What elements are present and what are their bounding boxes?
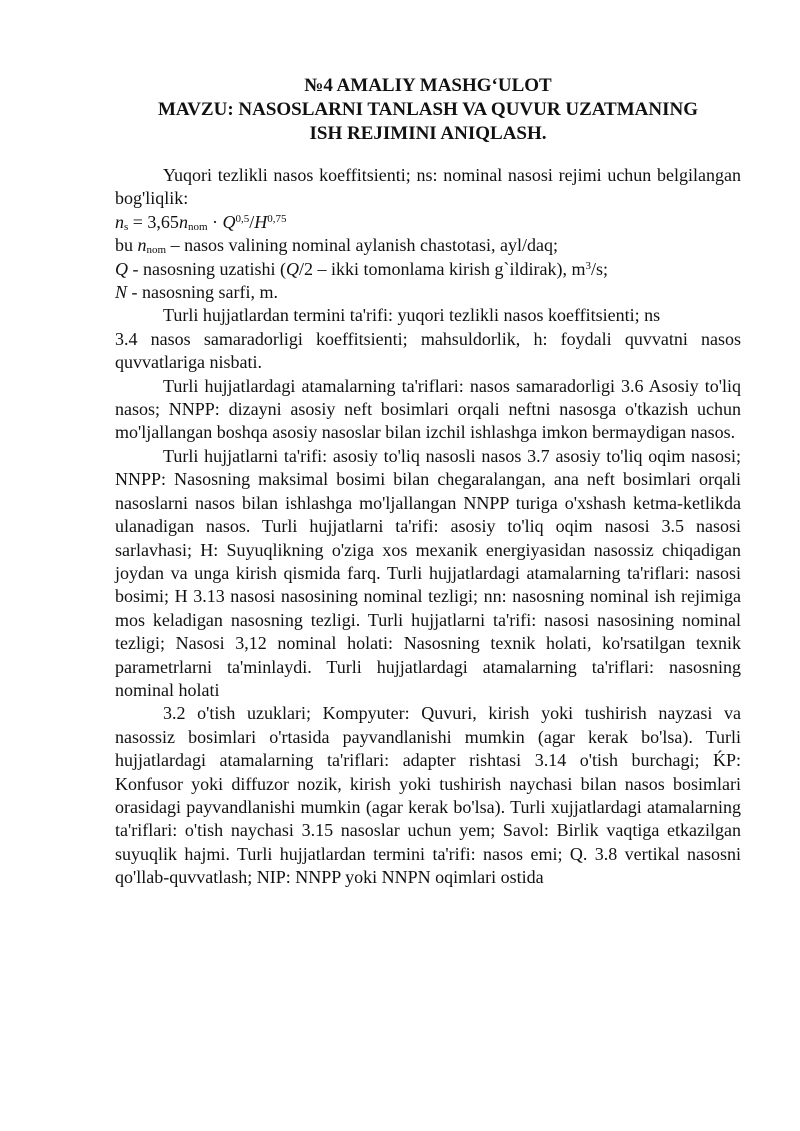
definition-q-var: Q bbox=[115, 258, 128, 279]
paragraph-4: Turli hujjatlardagi atamalarning ta'riflari: nasos samaradorligi 3.6 Asosiy to'liq nasos; NNPP: dizayni asosiy neft bosimlari orqali neftni nasosga o'tkazish uchun mo'ljallangan boshqa asosiy nasoslar bilan izchil ishlashga imkon bermaydigan nasos. bbox=[115, 375, 741, 443]
formula-line bbox=[115, 211, 741, 234]
definition-n-text: - nasosning sarfi, m. bbox=[127, 282, 278, 303]
definition-n bbox=[115, 281, 741, 304]
definition-nnom bbox=[115, 234, 741, 257]
definition-q bbox=[115, 258, 741, 281]
paragraph-6: 3.2 o'tish uzuklari; Kompyuter: Quvuri, kirish yoki tushirish nayzasi va nasossiz bosimlari o'rtasida payvandlanishi mumkin (agar kerak bo'lsa). Turli hujjatlardagi atamalarning ta'riflari: adapter rishtasi 3.14 o'tish burchagi; ḰP: Konfusor yoki diffuzor nozik, kirish yoki tushirish naychasi bilan nasos bosimlari orasidagi payvandlanishi mumkin (agar kerak bo'lsa). Turli xujjatlardagi atamalarning ta'riflari: o'tish naychasi 3.15 nasoslar uchun yem; Savol: Birlik vaqtiga etkazilgan suyuqlik hajmi. Turli hujjatlardan termini ta'rifi: nasos emi; Q. 3.8 vertikal nasosni qo'llab-quvvatlash; NIP: NNPP yoki NNPN oqimlari ostida bbox=[115, 703, 741, 888]
title-line-2: MAVZU: NASOSLARNI TANLASH VA QUVUR UZATMANING bbox=[158, 99, 698, 120]
definition-n-var: N bbox=[115, 282, 128, 303]
definition-q-text-3: /s; bbox=[590, 258, 608, 279]
paragraph-3: 3.4 nasos samaradorligi koeffitsienti; mahsuldorlik, h: foydali quvvatni nasos quvvatlariga nisbati. bbox=[115, 328, 741, 373]
formula-ns-sub: s bbox=[124, 220, 129, 233]
formula-h-exp: 0,75 bbox=[267, 212, 287, 225]
title-line-1: №4 AMALIY MASHG‘ULOT bbox=[304, 75, 552, 96]
formula-ns-var: n bbox=[115, 211, 124, 232]
page-title bbox=[115, 74, 741, 146]
definition-q-text-2: /2 – ikki tomonlama kirish g`ildirak), m bbox=[298, 258, 586, 279]
definition-q-exp: 3 bbox=[585, 259, 591, 272]
formula-equals: = 3,65 bbox=[128, 211, 179, 232]
definition-nnom-sub: nom bbox=[146, 244, 167, 257]
definition-nnom-var: n bbox=[137, 235, 147, 256]
formula-q-exp: 0,5 bbox=[235, 212, 250, 225]
definition-q-var-2: Q bbox=[285, 258, 299, 279]
paragraph-intro: Yuqori tezlikli nasos koeffitsienti; ns: nominal nasosi rejimi uchun belgilangan bog'liqlik: bbox=[115, 165, 741, 209]
formula-slash: / bbox=[249, 211, 255, 232]
formula-q-var: Q bbox=[222, 211, 236, 232]
formula-h-var: H bbox=[254, 211, 268, 232]
title-line-3: ISH REJIMINI ANIQLASH. bbox=[309, 123, 547, 144]
definition-q-text-1: - nasosning uzatishi ( bbox=[128, 258, 286, 279]
formula-nnom-var: n bbox=[178, 211, 188, 232]
paragraph-5: Turli hujjatlarni ta'rifi: asosiy to'liq nasosli nasos 3.7 asosiy to'liq oqim nasosi; NNPP: Nasosning maksimal bosimi bilan chegaralangan, ana neft bosimlari orqali nasoslarni nasos bilan ishlashga mo'ljallangan NNPP turiga o'xshash ketma-ketlikda ulanadigan nasos. Turli hujjatlarni ta'rifi: asosiy to'liq oqim nasosi 3.5 nasosi sarlavhasi; H: Suyuqlikning o'ziga xos mexanik energiyasidan nasossiz chiqadigan joydan va unga kirish qismida farq. Turli hujjatlardagi atamalarning ta'riflari: nasosi bosimi; H 3.13 nasosi nasosining nominal tezligi; nn: nasosning nominal ish rejimiga mos keladigan nasosning tezligi. Turli hujjatlarni ta'rifi: nasosi nasosining nominal tezligi; Nasosi 3,12 nominal holati: Nasosning texnik holati, ko'rsatilgan texnik parametrlarni ta'minlaydi. Turli hujjatlardagi atamalarning ta'riflari: nasosning nominal holati bbox=[115, 445, 741, 700]
document-page bbox=[115, 74, 741, 890]
paragraph-2: Turli hujjatlardan termini ta'rifi: yuqori tezlikli nasos koeffitsienti; ns bbox=[163, 305, 661, 326]
definition-nnom-text: – nasos valining nominal aylanish chastotasi, ayl/daq; bbox=[166, 235, 558, 256]
formula-nnom-sub: nom bbox=[187, 220, 208, 233]
formula-dot: · bbox=[207, 211, 223, 232]
definition-nnom-prefix: bu bbox=[115, 235, 138, 256]
